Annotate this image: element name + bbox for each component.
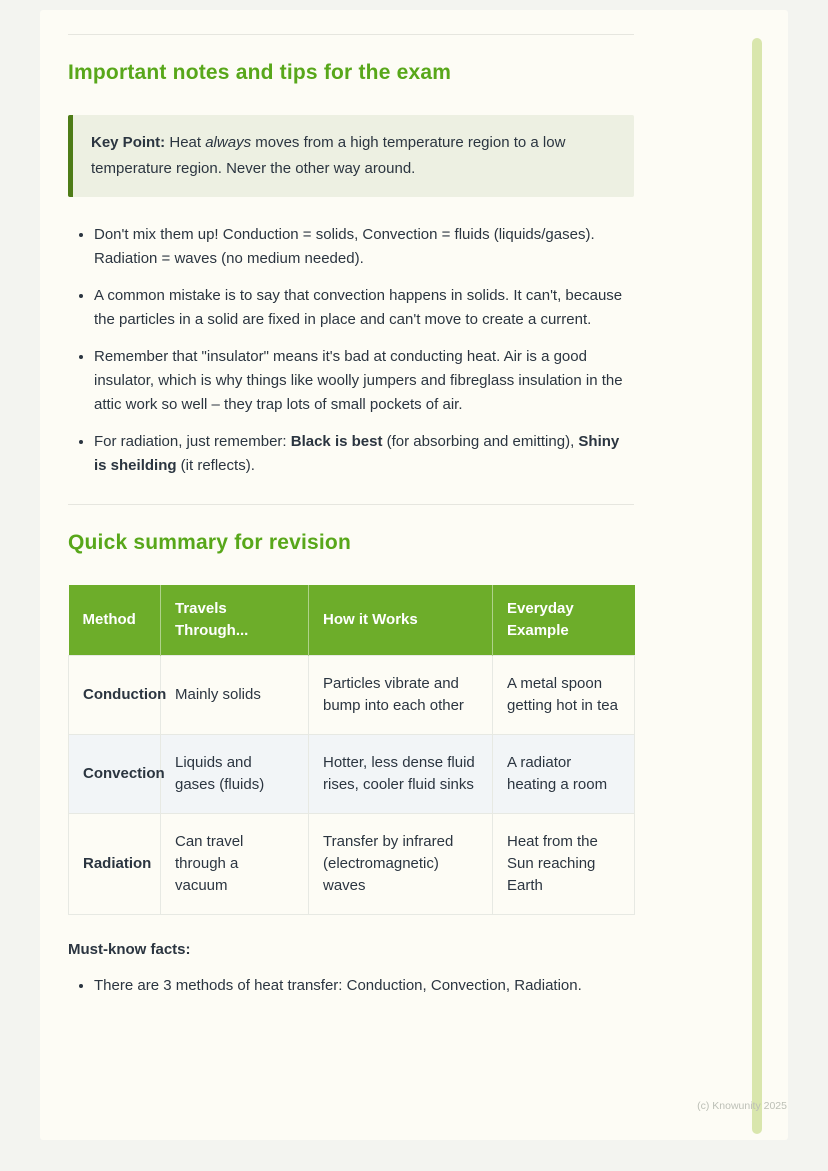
- table-row: [69, 735, 635, 814]
- table-cell-example: A radiator heating a room: [493, 735, 635, 814]
- table-header-travels: Travels Through...: [161, 585, 309, 656]
- table-header-how: How it Works: [309, 585, 493, 656]
- watermark: (c) Knowunity 2025: [697, 1100, 787, 1112]
- table-cell-how: Particles vibrate and bump into each other: [309, 656, 493, 735]
- document-content: [68, 10, 634, 998]
- table-row: [69, 814, 635, 915]
- table-cell-travels: Liquids and gases (fluids): [161, 735, 309, 814]
- key-point-label: Key Point:: [91, 134, 166, 151]
- notes-section-title: Important notes and tips for the exam: [68, 61, 452, 84]
- table-header-method: Method: [69, 585, 161, 656]
- table-cell-how: Hotter, less dense fluid rises, cooler fluid sinks: [309, 735, 493, 814]
- table-row: [69, 656, 635, 735]
- key-point-callout: [68, 115, 634, 197]
- list-item: [94, 974, 634, 998]
- section-divider-middle: [68, 504, 634, 505]
- list-item-text: For radiation, just remember: Black is best (for absorbing and emitting), Shiny is sheilding (it reflects).: [94, 433, 620, 474]
- table-cell-method: Convection: [69, 735, 161, 814]
- list-item-text: Remember that "insulator" means it's bad at conducting heat. Air is a good insulator, which is why things like woolly jumpers and fibreglass insulation in the attic work so well – they trap lots of small pockets of air.: [94, 348, 623, 413]
- key-point-italic-word: always: [205, 134, 252, 151]
- bold-phrase: Black is best: [290, 433, 383, 450]
- list-item-text: A common mistake is to say that convection happens in solids. It can't, because the particles in a solid are fixed in place and can't move to create a current.: [94, 287, 623, 328]
- summary-table-header: [69, 585, 635, 656]
- list-item: [94, 430, 634, 478]
- table-cell-method: Conduction: [69, 656, 161, 735]
- green-side-strip: [752, 38, 762, 1134]
- list-item-text: There are 3 methods of heat transfer: Conduction, Convection, Radiation.: [94, 977, 582, 994]
- table-header-example: Everyday Example: [493, 585, 635, 656]
- table-cell-method: Radiation: [69, 814, 161, 915]
- section-divider-top: [68, 34, 634, 35]
- exam-tips-list: [68, 223, 634, 478]
- list-item: [94, 284, 634, 332]
- table-cell-travels: Mainly solids: [161, 656, 309, 735]
- key-point-text: Key Point: Heat always moves from a high temperature region to a low temperature region. Never the other way around.: [91, 134, 566, 177]
- must-know-facts-list: [68, 974, 634, 998]
- summary-table: [68, 585, 635, 915]
- table-cell-travels: Can travel through a vacuum: [161, 814, 309, 915]
- bold-phrase: Shiny is sheilding: [94, 433, 620, 474]
- must-know-facts-label: Must-know facts:: [68, 941, 191, 958]
- table-cell-example: Heat from the Sun reaching Earth: [493, 814, 635, 915]
- table-cell-example: A metal spoon getting hot in tea: [493, 656, 635, 735]
- list-item-text: Don't mix them up! Conduction = solids, Convection = fluids (liquids/gases). Radiation = waves (no medium needed).: [94, 226, 595, 267]
- list-item: [94, 223, 634, 271]
- table-cell-how: Transfer by infrared (electromagnetic) waves: [309, 814, 493, 915]
- summary-section-title: Quick summary for revision: [68, 531, 351, 554]
- list-item: [94, 345, 634, 417]
- document-card: [40, 10, 788, 1140]
